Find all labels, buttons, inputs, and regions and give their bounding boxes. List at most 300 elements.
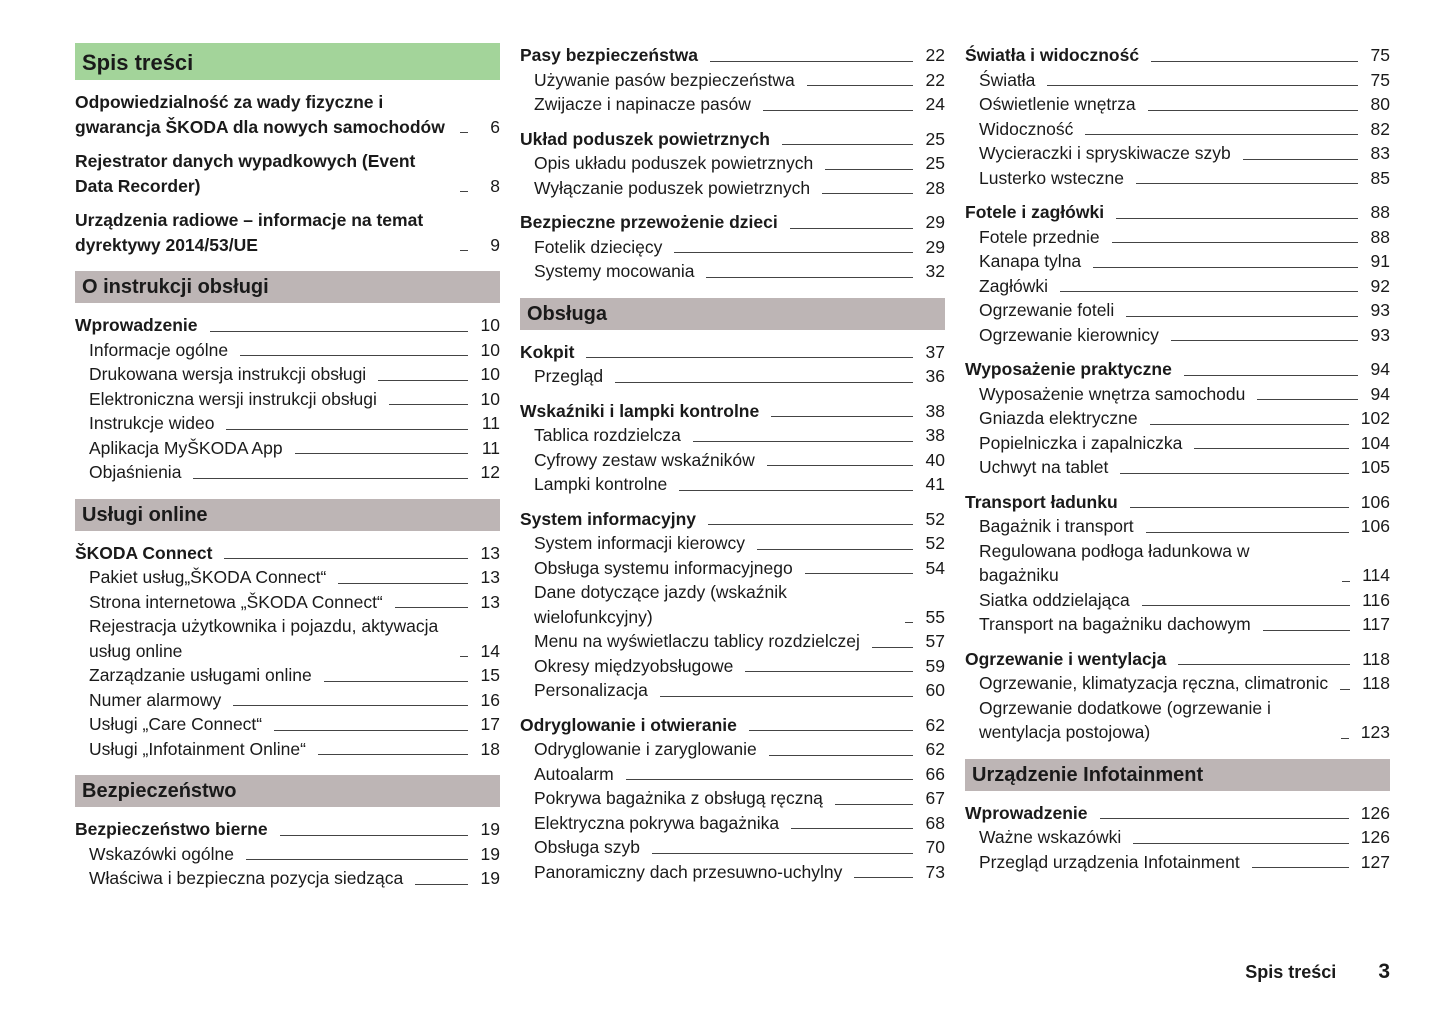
toc-chapter-link[interactable] — [965, 200, 1390, 225]
toc-subchapter-link[interactable] — [520, 654, 945, 679]
toc-group — [520, 399, 945, 497]
section-header: O instrukcji obsługi — [75, 271, 500, 303]
toc-chapter-link[interactable] — [75, 149, 500, 198]
leader-line — [224, 558, 468, 559]
toc-chapter-link[interactable] — [520, 340, 945, 365]
entry-title: Kanapa tylna — [979, 251, 1082, 271]
leader-line — [854, 877, 913, 878]
entry-page-number: 70 — [925, 837, 945, 857]
leader-line — [415, 884, 468, 885]
entry-page-number: 13 — [480, 591, 500, 612]
leader-line — [710, 61, 913, 62]
leader-line — [767, 465, 913, 466]
entry-page-number: 126 — [1360, 802, 1390, 823]
leader-line — [1243, 159, 1358, 160]
toc-subchapter-link[interactable] — [520, 423, 945, 448]
toc-subchapter-link[interactable] — [520, 448, 945, 473]
toc-chapter-link[interactable] — [520, 127, 945, 152]
toc-chapter-link[interactable] — [965, 801, 1390, 826]
leader-line — [1257, 399, 1358, 400]
toc-subchapter-link[interactable] — [75, 688, 500, 713]
leader-line — [1047, 85, 1358, 86]
entry-title: Drukowana wersja instrukcji obsługi — [89, 364, 367, 384]
entry-title: Używanie pasów bezpieczeństwa — [534, 69, 795, 90]
entry-title: Urządzenia radiowe – informacje na temat dyrektywy 2014/53/UE — [75, 210, 424, 255]
leader-line — [389, 404, 468, 405]
leader-line — [1151, 61, 1358, 62]
entry-title: Odpowiedzialność za wady fizyczne i gwarancja ŠKODA dla nowych samochodów — [75, 92, 445, 137]
toc-subchapter-link[interactable] — [75, 737, 500, 762]
toc-chapter-link[interactable] — [75, 208, 500, 257]
toc-subchapter-link[interactable] — [520, 580, 945, 629]
toc-subchapter-link[interactable] — [520, 235, 945, 260]
entry-page-number: 22 — [925, 45, 945, 65]
leader-line — [233, 705, 468, 706]
toc-subchapter-link[interactable] — [965, 117, 1390, 142]
toc-subchapter-link[interactable] — [965, 696, 1390, 745]
toc-subchapter-link[interactable] — [520, 629, 945, 654]
entry-page-number: 85 — [1370, 167, 1390, 188]
toc-column-3 — [965, 43, 1390, 884]
toc-subchapter-link[interactable] — [520, 259, 945, 284]
entry-title: Panoramiczny dach przesuwno-uchylny — [534, 861, 843, 882]
entry-title: Układ poduszek powietrznych — [520, 128, 770, 149]
entry-title: Informacje ogólne — [89, 339, 229, 360]
toc-chapter-link[interactable] — [965, 357, 1390, 382]
leader-line — [805, 573, 913, 574]
toc-subchapter-link[interactable] — [965, 514, 1390, 539]
entry-page-number: 28 — [925, 177, 945, 198]
leader-line — [1150, 424, 1349, 425]
entry-page-number: 40 — [925, 449, 945, 470]
toc-subchapter-link[interactable] — [965, 455, 1390, 480]
toc-subchapter-link[interactable] — [75, 842, 500, 867]
leader-line — [1126, 316, 1358, 317]
entry-title: Widoczność — [979, 118, 1074, 139]
toc-group — [965, 43, 1390, 190]
leader-line — [872, 647, 913, 648]
entry-title: Systemy mocowania — [534, 261, 695, 281]
entry-title: Zarządzanie usługami online — [89, 665, 312, 685]
entry-page-number: 10 — [480, 364, 500, 384]
toc-subchapter-link[interactable] — [965, 588, 1390, 613]
entry-page-number: 15 — [480, 665, 500, 685]
toc-subchapter-link[interactable] — [965, 612, 1390, 637]
entry-title: Bezpieczne przewożenie dzieci — [520, 212, 778, 232]
toc-group — [965, 357, 1390, 480]
entry-title: Usługi „Care Connect“ — [89, 714, 263, 734]
toc-subchapter-link[interactable] — [965, 92, 1390, 117]
leader-line — [460, 132, 468, 133]
toc-subchapter-link[interactable] — [520, 531, 945, 556]
entry-title: Zwijacze i napinacze pasów — [534, 94, 751, 114]
toc-subchapter-link[interactable] — [965, 323, 1390, 348]
toc-chapter-link[interactable] — [520, 210, 945, 235]
entry-page-number: 55 — [925, 606, 945, 627]
leader-line — [1171, 340, 1358, 341]
toc-group — [75, 90, 500, 139]
leader-line — [825, 169, 913, 170]
entry-title: Numer alarmowy — [89, 689, 222, 710]
entry-page-number: 38 — [925, 400, 945, 421]
leader-line — [274, 730, 468, 731]
section-header: Urządzenie Infotainment — [965, 759, 1390, 791]
leader-line — [790, 228, 913, 229]
entry-title: Personalizacja — [534, 680, 648, 700]
entry-title: Ogrzewanie, klimatyzacja ręczna, climatronic — [979, 673, 1329, 693]
entry-title: Oświetlenie wnętrza — [979, 94, 1136, 114]
leader-line — [1184, 375, 1358, 376]
entry-page-number: 105 — [1360, 457, 1390, 477]
toc-subchapter-link[interactable] — [965, 298, 1390, 323]
leader-line — [1133, 843, 1348, 844]
entry-title: Elektryczna pokrywa bagażnika — [534, 812, 780, 833]
leader-line — [1148, 110, 1358, 111]
leader-line — [769, 755, 913, 756]
entry-page-number: 116 — [1362, 589, 1390, 610]
leader-line — [1085, 134, 1358, 135]
toc-chapter-link[interactable] — [965, 43, 1390, 68]
toc-group — [75, 208, 500, 257]
toc-chapter-link[interactable] — [965, 490, 1390, 515]
entry-page-number: 24 — [925, 94, 945, 114]
entry-page-number: 10 — [480, 315, 500, 335]
entry-title: Odryglowanie i zaryglowanie — [534, 739, 757, 759]
entry-page-number: 22 — [925, 69, 945, 90]
leader-line — [1060, 291, 1358, 292]
entry-title: Ogrzewanie i wentylacja — [965, 648, 1167, 669]
entry-title: Wyposażenie praktyczne — [965, 359, 1172, 379]
toc-subchapter-link[interactable] — [520, 811, 945, 836]
toc-subchapter-link[interactable] — [965, 382, 1390, 407]
entry-page-number: 60 — [925, 680, 945, 700]
leader-line — [626, 779, 913, 780]
toc-subchapter-link[interactable] — [75, 338, 500, 363]
entry-page-number: 29 — [925, 212, 945, 232]
entry-page-number: 57 — [925, 631, 945, 651]
toc-group — [965, 647, 1390, 745]
entry-title: Właściwa i bezpieczna pozycja siedząca — [89, 868, 404, 888]
toc-subchapter-link[interactable] — [965, 539, 1390, 588]
entry-title: Tablica rozdzielcza — [534, 425, 681, 445]
entry-title: Aplikacja MyŠKODA App — [89, 437, 283, 458]
toc-chapter-link[interactable] — [75, 541, 500, 566]
section-header: Bezpieczeństwo — [75, 775, 500, 807]
entry-title: Światła i widoczność — [965, 45, 1140, 65]
entry-title: Regulowana podłoga ładunkowa w bagażniku — [979, 540, 1250, 585]
leader-line — [905, 622, 913, 623]
leader-line — [749, 730, 913, 731]
entry-title: Instrukcje wideo — [89, 413, 215, 433]
toc-group — [75, 313, 500, 485]
entry-page-number: 37 — [925, 341, 945, 362]
entry-title: Wskazówki ogólne — [89, 843, 234, 864]
entry-title: Fotele przednie — [979, 226, 1100, 247]
entry-title: Siatka oddzielająca — [979, 589, 1130, 610]
entry-page-number: 32 — [925, 261, 945, 281]
entry-title: Fotele i zagłówki — [965, 202, 1105, 222]
leader-line — [1252, 867, 1349, 868]
entry-title: System informacyjny — [520, 508, 697, 529]
entry-title: Wyposażenie wnętrza samochodu — [979, 383, 1246, 404]
entry-title: Uchwyt na tablet — [979, 457, 1109, 477]
entry-page-number: 75 — [1370, 69, 1390, 90]
toc-subchapter-link[interactable] — [75, 460, 500, 485]
toc-subchapter-link[interactable] — [965, 166, 1390, 191]
toc-subchapter-link[interactable] — [75, 362, 500, 387]
entry-title: Pakiet usług„ŠKODA Connect“ — [89, 567, 327, 587]
entry-title: Wyłączanie poduszek powietrznych — [534, 177, 811, 198]
toc-chapter-link[interactable] — [965, 647, 1390, 672]
toc-group — [965, 801, 1390, 875]
leader-line — [246, 859, 468, 860]
toc-subchapter-link[interactable] — [520, 176, 945, 201]
toc-subchapter-link[interactable] — [520, 678, 945, 703]
toc-chapter-link[interactable] — [520, 43, 945, 68]
leader-line — [1120, 473, 1348, 474]
leader-line — [1093, 267, 1358, 268]
toc-subchapter-link[interactable] — [75, 712, 500, 737]
entry-title: Bezpieczeństwo bierne — [75, 819, 268, 839]
entry-title: Usługi „Infotainment Online“ — [89, 738, 306, 759]
leader-line — [1146, 532, 1349, 533]
toc-subchapter-link[interactable] — [75, 866, 500, 891]
entry-page-number: 14 — [480, 640, 500, 661]
leader-line — [324, 681, 468, 682]
toc-subchapter-link[interactable] — [965, 671, 1390, 696]
toc-subchapter-link[interactable] — [965, 850, 1390, 875]
toc-subchapter-link[interactable] — [520, 786, 945, 811]
entry-title: Lampki kontrolne — [534, 474, 668, 494]
toc-subchapter-link[interactable] — [965, 225, 1390, 250]
toc-subchapter-link[interactable] — [520, 762, 945, 787]
leader-line — [1116, 218, 1358, 219]
entry-page-number: 16 — [480, 689, 500, 710]
leader-line — [460, 656, 468, 657]
toc-subchapter-link[interactable] — [520, 556, 945, 581]
toc-subchapter-link[interactable] — [75, 614, 500, 663]
toc-subchapter-link[interactable] — [520, 92, 945, 117]
entry-title: Obsługa szyb — [534, 837, 641, 857]
leader-line — [757, 549, 913, 550]
toc-group — [965, 490, 1390, 637]
leader-line — [807, 85, 913, 86]
toc-subchapter-link[interactable] — [965, 141, 1390, 166]
page-number: 3 — [1378, 960, 1390, 983]
leader-line — [240, 355, 468, 356]
leader-line — [835, 804, 913, 805]
entry-page-number: 10 — [480, 388, 500, 409]
toc-group — [520, 210, 945, 284]
toc-subchapter-link[interactable] — [965, 825, 1390, 850]
toc-subchapter-link[interactable] — [520, 860, 945, 885]
toc-subchapter-link[interactable] — [75, 387, 500, 412]
entry-page-number: 114 — [1362, 565, 1390, 585]
entry-title: Wycieraczki i spryskiwacze szyb — [979, 143, 1231, 163]
entry-page-number: 62 — [925, 739, 945, 759]
entry-page-number: 104 — [1360, 432, 1390, 453]
toc-chapter-link[interactable] — [520, 507, 945, 532]
leader-line — [822, 193, 913, 194]
entry-title: Lusterko wsteczne — [979, 167, 1124, 188]
entry-page-number: 41 — [925, 474, 945, 494]
entry-page-number: 19 — [480, 868, 500, 888]
leader-line — [395, 607, 468, 608]
entry-page-number: 25 — [925, 128, 945, 149]
entry-title: ŠKODA Connect — [75, 542, 213, 563]
toc-chapter-link[interactable] — [75, 817, 500, 842]
leader-line — [1263, 630, 1350, 631]
toc-group — [75, 541, 500, 762]
toc-group — [520, 340, 945, 389]
entry-title: Rejestracja użytkownika i pojazdu, aktywacja usług online — [89, 616, 439, 661]
toc-subchapter-link[interactable] — [965, 274, 1390, 299]
toc-group — [520, 507, 945, 703]
entry-page-number: 52 — [925, 508, 945, 529]
entry-page-number: 82 — [1370, 118, 1390, 139]
toc-subchapter-link[interactable] — [75, 663, 500, 688]
entry-page-number: 93 — [1370, 300, 1390, 320]
entry-page-number: 17 — [480, 714, 500, 734]
entry-page-number: 73 — [925, 861, 945, 882]
entry-page-number: 67 — [925, 788, 945, 808]
leader-line — [193, 478, 468, 479]
entry-title: Ważne wskazówki — [979, 827, 1122, 847]
entry-page-number: 91 — [1370, 251, 1390, 271]
entry-page-number: 102 — [1360, 408, 1390, 428]
entry-title: Przegląd urządzenia Infotainment — [979, 851, 1240, 872]
leader-line — [1142, 605, 1350, 606]
leader-line — [460, 191, 468, 192]
toc-subchapter-link[interactable] — [965, 431, 1390, 456]
leader-line — [706, 277, 913, 278]
entry-page-number: 94 — [1370, 359, 1390, 379]
toc-subchapter-link[interactable] — [965, 68, 1390, 93]
leader-line — [1136, 183, 1358, 184]
toc-subchapter-link[interactable] — [75, 411, 500, 436]
leader-line — [295, 453, 468, 454]
toc-subchapter-link[interactable] — [520, 151, 945, 176]
entry-title: Zagłówki — [979, 275, 1049, 296]
entry-page-number: 68 — [925, 812, 945, 833]
leader-line — [660, 696, 913, 697]
entry-title: Pokrywa bagażnika z obsługą ręczną — [534, 788, 823, 808]
entry-page-number: 18 — [480, 738, 500, 759]
entry-title: System informacji kierowcy — [534, 533, 746, 553]
entry-page-number: 106 — [1360, 491, 1390, 512]
leader-line — [782, 144, 913, 145]
leader-line — [679, 490, 913, 491]
entry-page-number: 106 — [1360, 516, 1390, 536]
entry-title: Ogrzewanie dodatkowe (ogrzewanie i wentylacja postojowa) — [979, 697, 1271, 742]
toc-subchapter-link[interactable] — [520, 835, 945, 860]
entry-page-number: 25 — [925, 153, 945, 173]
toc-subchapter-link[interactable] — [520, 472, 945, 497]
leader-line — [615, 382, 913, 383]
entry-title: Cyfrowy zestaw wskaźników — [534, 449, 755, 470]
leader-line — [1341, 738, 1349, 739]
toc-subchapter-link[interactable] — [75, 590, 500, 615]
leader-line — [280, 835, 468, 836]
leader-line — [745, 671, 913, 672]
entry-page-number: 80 — [1370, 94, 1390, 114]
entry-title: Przegląd — [534, 366, 604, 386]
entry-title: Ogrzewanie kierownicy — [979, 324, 1159, 345]
entry-page-number: 52 — [925, 533, 945, 553]
entry-page-number: 62 — [925, 714, 945, 735]
entry-title: Wskaźniki i lampki kontrolne — [520, 400, 760, 421]
toc-chapter-link[interactable] — [520, 399, 945, 424]
leader-line — [708, 524, 913, 525]
entry-page-number: 11 — [481, 413, 500, 433]
entry-title: Popielniczka i zapalniczka — [979, 432, 1183, 453]
entry-page-number: 118 — [1362, 673, 1390, 693]
leader-line — [763, 110, 913, 111]
entry-page-number: 66 — [925, 763, 945, 784]
entry-title: Okresy międzyobsługowe — [534, 655, 734, 676]
entry-page-number: 127 — [1360, 851, 1390, 872]
leader-line — [378, 380, 468, 381]
leader-line — [460, 250, 468, 251]
entry-title: Bagażnik i transport — [979, 516, 1134, 536]
toc-subchapter-link[interactable] — [75, 565, 500, 590]
section-header: Obsługa — [520, 298, 945, 330]
toc-subchapter-link[interactable] — [520, 68, 945, 93]
entry-title: Kokpit — [520, 341, 575, 362]
entry-page-number: 118 — [1362, 648, 1390, 669]
entry-title: Dane dotyczące jazdy (wskaźnik wielofunkcyjny) — [534, 582, 787, 627]
entry-page-number: 36 — [925, 366, 945, 386]
entry-title: Opis układu poduszek powietrznych — [534, 153, 814, 173]
toc-chapter-link[interactable] — [75, 313, 500, 338]
entry-title: Ogrzewanie foteli — [979, 300, 1115, 320]
section-header: Spis treści — [75, 43, 500, 80]
leader-line — [1112, 242, 1358, 243]
toc-subchapter-link[interactable] — [75, 436, 500, 461]
entry-page-number: 92 — [1370, 275, 1390, 296]
toc-group — [520, 713, 945, 885]
entry-page-number: 93 — [1370, 324, 1390, 345]
entry-page-number: 59 — [925, 655, 945, 676]
entry-page-number: 10 — [480, 339, 500, 360]
entry-page-number: 126 — [1360, 827, 1390, 847]
toc-subchapter-link[interactable] — [965, 406, 1390, 431]
entry-title: Wprowadzenie — [965, 802, 1088, 823]
entry-page-number: 11 — [481, 437, 500, 458]
entry-title: Obsługa systemu informacyjnego — [534, 557, 793, 578]
toc-subchapter-link[interactable] — [520, 737, 945, 762]
toc-column-2 — [520, 43, 945, 894]
entry-page-number: 38 — [925, 425, 945, 445]
entry-title: Gniazda elektryczne — [979, 408, 1138, 428]
toc-group — [520, 127, 945, 201]
entry-title: Wprowadzenie — [75, 315, 198, 335]
entry-title: Transport na bagażniku dachowym — [979, 614, 1251, 634]
entry-page-number: 6 — [490, 116, 500, 137]
entry-page-number: 13 — [480, 567, 500, 587]
toc-chapter-link[interactable] — [75, 90, 500, 139]
entry-page-number: 88 — [1370, 202, 1390, 222]
toc-chapter-link[interactable] — [520, 713, 945, 738]
toc-column-1 — [75, 43, 500, 901]
toc-subchapter-link[interactable] — [965, 249, 1390, 274]
toc-group — [75, 817, 500, 891]
leader-line — [1130, 507, 1349, 508]
entry-page-number: 9 — [490, 234, 500, 255]
entry-page-number: 12 — [480, 462, 500, 482]
toc-subchapter-link[interactable] — [520, 364, 945, 389]
leader-line — [652, 853, 913, 854]
